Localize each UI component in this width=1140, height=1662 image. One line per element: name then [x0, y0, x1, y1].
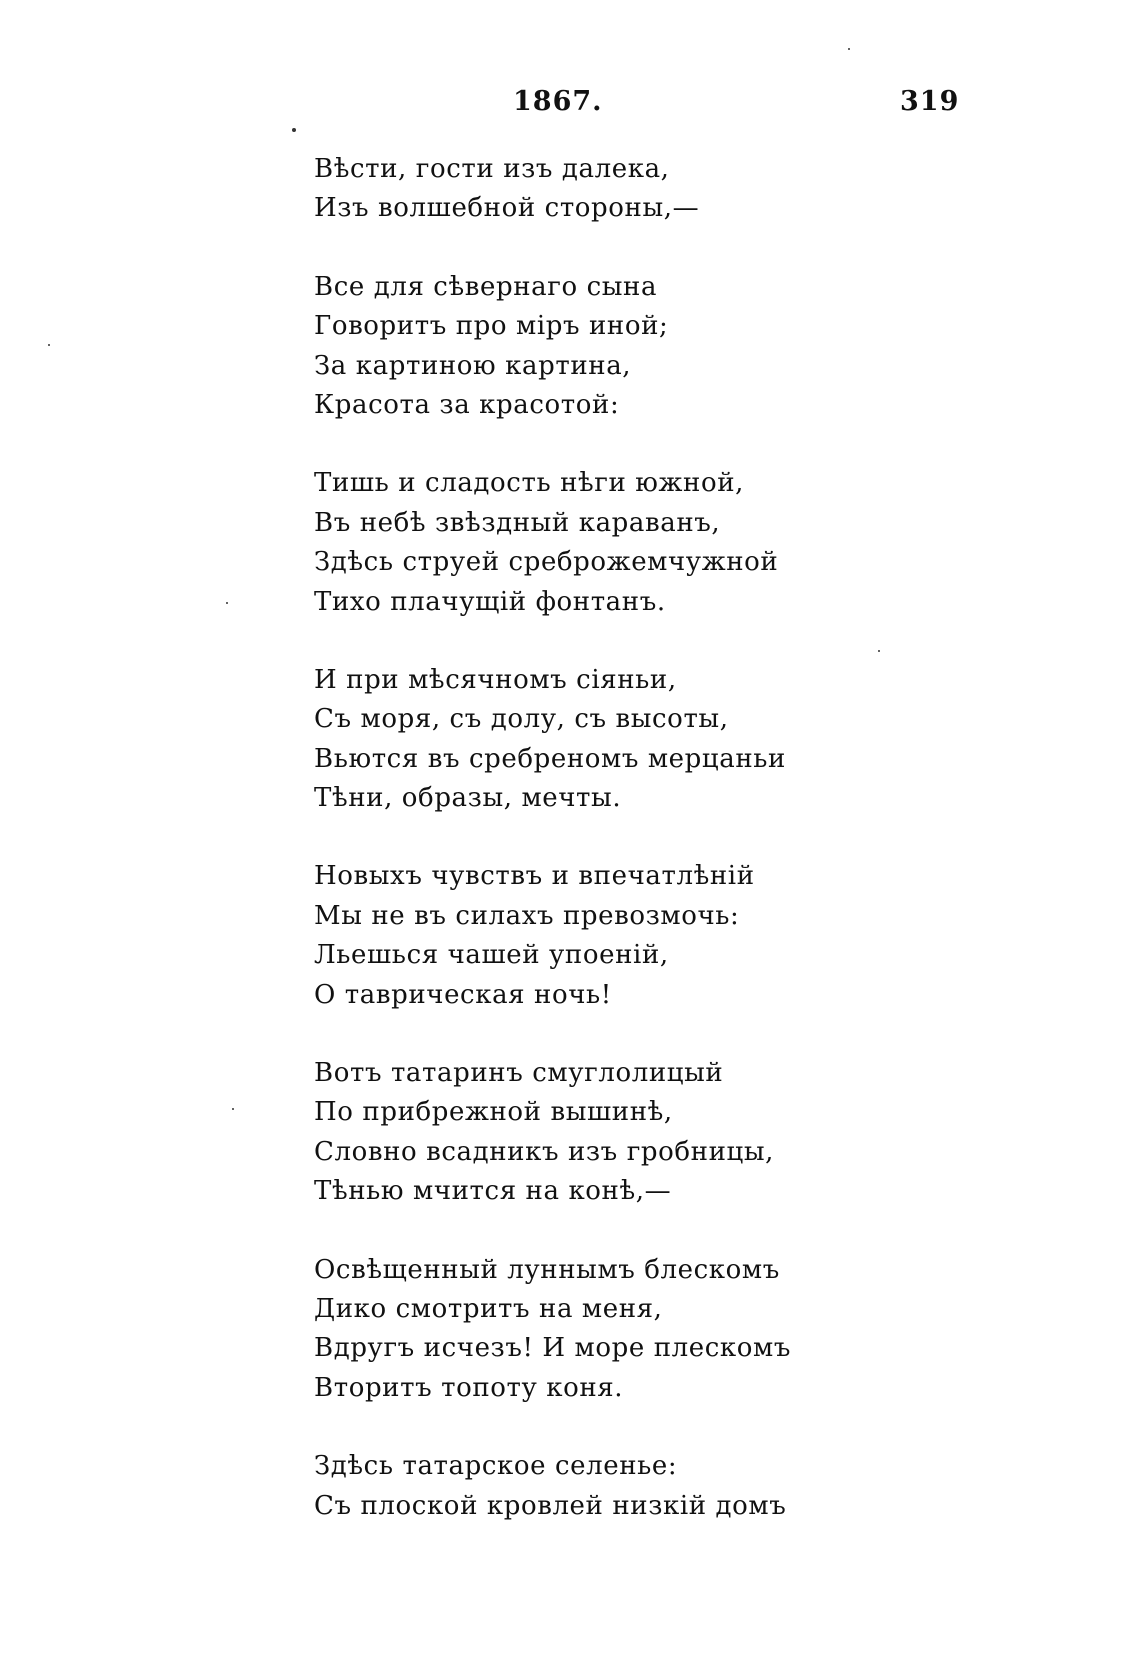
poem-line: Тихо плачущій фонтанъ. — [314, 586, 666, 617]
poem-line: Новыхъ чувствъ и впечатлѣній — [314, 861, 755, 892]
poem-line: Вторитъ топоту коня. — [314, 1372, 624, 1403]
print-speck — [232, 1108, 234, 1110]
stanza — [314, 1054, 954, 1212]
stanza — [314, 1447, 954, 1526]
poem-line: Тишь и сладость нѣги южной, — [314, 468, 745, 499]
poem-line: Здѣсь татарское селенье: — [314, 1451, 678, 1482]
page-year: 1867. — [513, 86, 603, 117]
poem-text — [314, 150, 954, 1565]
poem-line: Тѣни, образы, мечты. — [314, 783, 622, 814]
poem-line: Все для сѣвернаго сына — [314, 271, 658, 302]
stanza — [314, 464, 954, 622]
stanza — [314, 857, 954, 1015]
page-number: 319 — [900, 86, 960, 117]
poem-line: Освѣщенный луннымъ блескомъ — [314, 1254, 780, 1285]
poem-line: Съ моря, съ долу, съ высоты, — [314, 704, 729, 735]
poem-line: Мы не въ силахъ превозмочь: — [314, 900, 740, 931]
poem-line: Вдругъ исчезъ! И море плескомъ — [314, 1333, 791, 1364]
stanza — [314, 1251, 954, 1409]
running-head — [0, 86, 1140, 126]
print-speck — [848, 48, 850, 50]
poem-line: И при мѣсячномъ сіяньи, — [314, 664, 677, 695]
poem-line: Вѣсти, гости изъ далека, — [314, 154, 670, 184]
poem-line: Говоритъ про міръ иной; — [314, 311, 669, 342]
stanza — [314, 661, 954, 819]
poem-line: Въ небѣ звѣздный караванъ, — [314, 507, 721, 538]
poem-line: Льешься чашей упоеній, — [314, 940, 669, 971]
print-speck — [48, 344, 50, 346]
poem-line: Изъ волшебной стороны,— — [314, 193, 700, 224]
poem-line: Красота за красотой: — [314, 389, 620, 420]
poem-line: За картиною картина, — [314, 350, 632, 381]
poem-line: Тѣнью мчится на конѣ,— — [314, 1176, 672, 1207]
poem-line: Вотъ татаринъ смуглолицый — [314, 1058, 724, 1089]
poem-line: Вьются въ сребреномъ мерцаньи — [314, 743, 786, 774]
poem-line: По прибрежной вышинѣ, — [314, 1097, 673, 1128]
poem-line: Съ плоской кровлей низкій домъ — [314, 1490, 787, 1521]
print-speck — [226, 602, 228, 604]
stanza — [314, 268, 954, 426]
stanza — [314, 150, 954, 229]
poem-line: О таврическая ночь! — [314, 979, 612, 1010]
poem-line: Дико смотритъ на меня, — [314, 1293, 663, 1324]
poem-line: Здѣсь струей среброжемчужной — [314, 547, 779, 578]
poem-line: Словно всадникъ изъ гробницы, — [314, 1136, 774, 1167]
print-speck — [292, 128, 296, 132]
